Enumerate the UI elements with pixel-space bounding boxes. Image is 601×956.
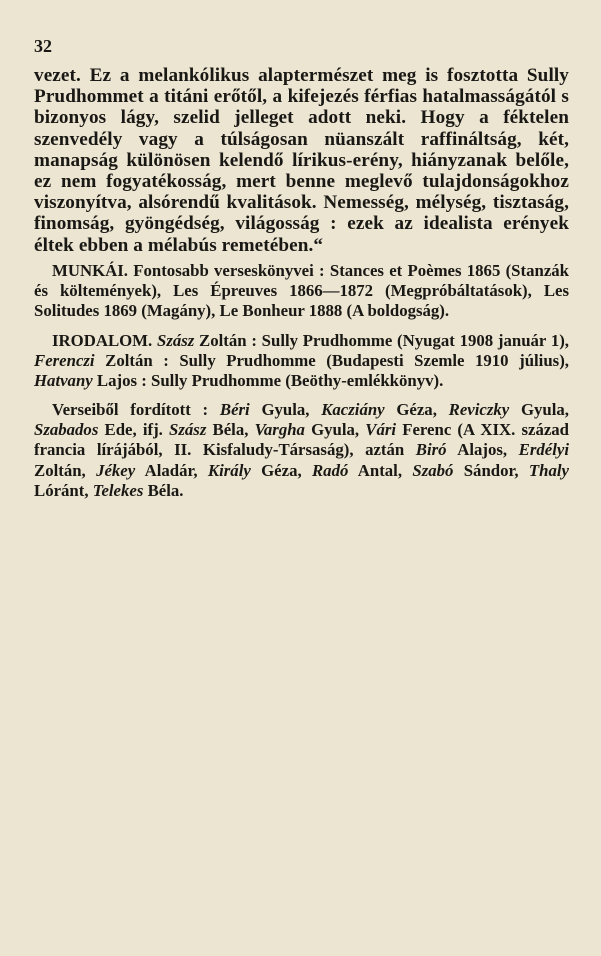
translator-name: Vári [365, 419, 397, 439]
translators-intro: Verseiből fordított : [52, 399, 220, 419]
translator-sep: Aladár, [135, 460, 208, 480]
translators-paragraph [34, 400, 569, 501]
essay-paragraph: vezet. Ez a melankólikus alaptermészet meg is fosztotta Sully Prudhommet a titáni erőtől, a kifejezés férfias hatalmasságától s bizonyos lágy, szelid jelleget adott neki. Hogy a féktelen szenvedély vagy a túlságosan nüanszált raffináltság, két, manapság különösen kelendő lírikus-erény, hiányzanak belőle, ez nem fogyatékosság, mert benne meglevő tulajdonságokhoz viszonyítva, alsórendű kvalitások. Nemesség, mélység, tisztaság, finomság, gyöngédség, világosság : ezek az idealista erények éltek ebben a mélabús remetében.“ [34, 65, 569, 256]
translator-sep: Ede, ifj. [98, 419, 170, 439]
literature-author: Ferenczi [34, 351, 95, 371]
literature-author: Szász [156, 330, 195, 350]
translator-name: Szász [169, 419, 207, 439]
works-text: Fontosabb verseskönyvei : Stances et Poèmes 1865 (Stanzák és költemények), Les Épreuves 1866—1872 (Megpróbáltatások), Les Solitudes 1869 (Magány), Le Bonheur 1888 (A boldogság). [34, 260, 569, 321]
translator-sep: Béla. [143, 480, 184, 500]
literature-author: Hatvany [34, 371, 93, 391]
translator-name: Szabados [34, 419, 99, 439]
works-heading: MUNKÁI. [52, 260, 128, 280]
translator-name: Vargha [254, 419, 305, 439]
translator-sep: Antal, [348, 460, 413, 480]
translator-sep: Gyula, [304, 419, 366, 439]
translator-sep: Lóránt, [34, 480, 93, 500]
translator-name: Kacziány [321, 399, 385, 419]
translator-name: Biró [415, 440, 447, 460]
translator-name: Thaly [528, 460, 570, 480]
translator-name: Szabó [412, 460, 454, 480]
page-body [34, 65, 569, 501]
literature-text: Zoltán : Sully Prudhomme (Nyugat 1908 január 1), [194, 330, 569, 350]
translator-name: Reviczky [448, 399, 510, 419]
literature-heading: IRODALOM. [52, 330, 153, 350]
literature-text: Zoltán : Sully Prudhomme (Budapesti Szemle 1910 július), [94, 351, 569, 371]
translator-sep: Ferenc (A XIX. század francia lírájából, II. Kisfaludy-Társaság), aztán [34, 419, 570, 460]
translator-sep: Géza, [250, 460, 312, 480]
translator-sep: Alajos, [446, 440, 519, 460]
page-number: 32 [34, 36, 52, 56]
translator-name: Radó [311, 460, 349, 480]
literature-paragraph [34, 331, 569, 392]
translator-name: Király [207, 460, 251, 480]
translator-name: Béri [219, 399, 250, 419]
translator-sep: Zoltán, [34, 460, 97, 480]
literature-text: Lajos : Sully Prudhomme (Beöthy-emlékkönyv). [92, 371, 444, 391]
works-paragraph [34, 261, 569, 322]
translator-sep: Gyula, [249, 399, 322, 419]
translator-name: Erdélyi [518, 440, 569, 460]
translator-sep: Gyula, [509, 399, 569, 419]
translator-sep: Béla, [206, 419, 255, 439]
translator-name: Jékey [96, 460, 136, 480]
translator-sep: Sándor, [453, 460, 529, 480]
translator-sep: Géza, [384, 399, 449, 419]
translator-name: Telekes [92, 480, 144, 500]
